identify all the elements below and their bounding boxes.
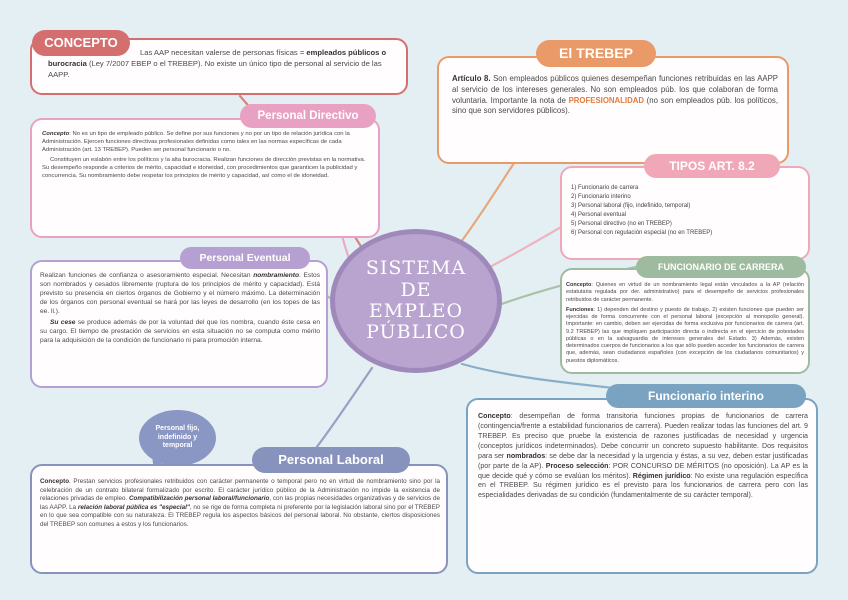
carrera-text	[566, 282, 804, 372]
tipos-item: 1) Funcionario de carrera	[571, 185, 639, 191]
eventual-text-b: . Estos son nombrados y cesados libremente (ruptura de los principios de mérito y capacidad). Está previsto su presencia en ciertos órganos de Gobierno y el número máximo. La determinación de los órganos con personal eventual se hará por las leyes de desarrollo (en los topes de las ee. ll.).	[40, 272, 320, 315]
tipos-title[interactable]: TIPOS ART. 8.2	[644, 154, 780, 178]
interino-text-c: : POR CONCURSO DE MÉRITOS (no oposición). La AP es la que decide qué y cómo se evalúan los méritos).	[478, 461, 808, 480]
interino-label-d: Régimen jurídico	[632, 471, 691, 480]
carrera-label-a: Concepto	[566, 282, 592, 288]
laboral-label-c: relación laboral pública es "especial"	[77, 503, 190, 511]
carrera-label-b: Funciones	[566, 306, 594, 313]
carrera-text-b: : 1) dependen del destino y puesto de trabajo. 2) existen funciones que pueden ser ejercidas de forma concurrente con el personal laboral (excepción al monopolio general). Importante: en cambio, deben ser ejercidas de forma exclusiva por funcionarios de carrera (art. 9.2 TREBEP) las que impliquen participación directa o indirecta en el ejercicio de potestades públicas o en la salvaguardia de intereses generales del Estado. 3) Además, existen determinados cuerpos de funcionarios a los que sólo pueden acceder los funcionarios de carrera que, además, sean ciudadanos españoles (con excepción de los ciudadanos comunitarios) y puestos diplomáticos.	[566, 306, 804, 364]
interino-text-a: : desempeñan de forma transitoria funciones propias de funcionarios de carrera (contingencia/frente a estabilidad funcionarios de carrera). Pueden realizar todas las funciones del art. 9 TREBEP. Es preciso que pruebe la existencia de razones justificadas de necesidad y urgencia (conceptos jurídicos indeterminados). Debe concurrir un concreto supuesto habilitante. Dos requisitos para ser	[478, 412, 808, 460]
trebep-text-b: (no son empleados púb. los políticos, sino que son servidores públicos).	[452, 95, 778, 116]
trebep-title[interactable]: El TREBEP	[536, 40, 656, 67]
directivo-text-b: Constituyen un eslabón entre los políticos y la alta burocracia. Realizan funciones de dirección previstas en la normativa. Su desempeño responde a criterios de mérito, capacidad e idoneidad, con procedimientos que garanticen la publicidad y concurrencia. Su nombramiento debe respetar los principios de mérito y capacidad, así como el de idoneidad.	[42, 157, 366, 180]
eventual-text-c: se produce además de por la voluntad del que los nombra, cuando éste cesa en su cargo. El tiempo de prestación de servicios en esta situación no se computa como mérito para la adquisición de la condición de funcionario ni para promoción interna.	[40, 318, 320, 344]
trebep-text-a: Son empleados públicos quienes desempeñan funciones retribuidas en las AAPP al servicio de los intereses generales. No son empleados púb. los que colaboran de forma voluntaria. Importante la nota de	[452, 74, 778, 105]
laboral-label-b: Compatibilización personal laboral/funcionario	[129, 495, 270, 503]
concepto-text-b: empleados públicos o burocracia	[48, 48, 387, 68]
trebep-text	[452, 74, 778, 117]
tipos-list	[571, 184, 811, 238]
concepto-text	[48, 48, 400, 80]
laboral-text-c: , no se rige de forma completa ni preferente por la legislación laboral sino por el TREBEP en lo que sea compatible con su naturaleza. El TREBEP regula los aspectos básicos del personal laboral. No obstante, ciertos disposiciones del TREBEP son comunes a estos y los funcionarios.	[40, 503, 440, 528]
eventual-text	[40, 272, 320, 384]
laboral-text	[40, 478, 440, 570]
laboral-text-a: . Prestan servicios profesionales retribuidos con carácter permanente o temporal pero no en virtud de nombramiento sino por la celebración de un contrato bilateral formalizado por escrito. El carácter jurídico público de la Administración no impide la existencia de relaciones privadas de empleo.	[40, 478, 440, 503]
directivo-text-a: : No es un tipo de empleado público. Se define por sus funciones y no por un tipo de relación jurídica con la Administración. Ejercen funciones directivas profesionales definidas como tales en las normas específicas de cada Administración (art. 13 TREBEP). Pueden ser personal funcionario o no.	[42, 131, 350, 154]
tipos-item: 3) Personal laboral (fijo, indefinido, temporal)	[571, 203, 691, 209]
central-topic-line: EMPLEO	[368, 300, 464, 322]
interino-text	[478, 412, 808, 568]
personal-fijo-bubble[interactable]: Personal fijo, indefinido y temporal	[139, 410, 216, 466]
concepto-title[interactable]: CONCEPTO	[32, 30, 130, 56]
central-topic-line: DE	[400, 278, 432, 301]
trebep-label: Artículo 8.	[452, 74, 491, 83]
laboral-text-b: , con las propias necesidades organizativas y de servicios de las AAPP. La	[40, 495, 440, 511]
trebep-highlight: PROFESIONALIDAD	[568, 95, 644, 105]
concepto-text-a: Las AAP necesitan valerse de personas físicas =	[140, 48, 307, 57]
eventual-text-a: Realizan funciones de confianza o asesoramiento especial. Necesitan	[40, 272, 254, 279]
laboral-title[interactable]: Personal Laboral	[252, 447, 410, 473]
eventual-title[interactable]: Personal Eventual	[180, 247, 310, 269]
carrera-text-a: : Quienes en virtud de un nombramiento legal están vinculados a la AP (relación estatutaria regulada por der. administrativo) para el desempeño de servicios profesionales retribuidos de carácter permanente.	[566, 282, 804, 303]
tipos-item: 2) Funcionario interino	[571, 194, 631, 200]
interino-text-b: : se debe dar la necesidad y la urgencia y éstas, a su vez, deben estar justificadas (por parte de la AP).	[478, 451, 808, 470]
central-topic-line: PÚBLICO	[366, 321, 466, 344]
concepto-text-c: (Ley 7/2007 EBEP o el TREBEP). No existe un único tipo de personal al servicio de las AAPP.	[48, 58, 382, 79]
directivo-label: Concepto	[42, 131, 70, 137]
interino-text-d: : No existe una regulación específica en el TREBEP. Su régimen jurídico es el previsto para los funcionarios de carrera pero con las especialidades derivadas de su condición (fundamentalmente de su carácter temporal).	[478, 471, 808, 500]
laboral-label-a: Concepto	[40, 478, 70, 485]
interino-label-a: Concepto	[478, 412, 511, 420]
eventual-bold-a: nombramiento	[253, 272, 299, 279]
carrera-title[interactable]: FUNCIONARIO DE CARRERA	[636, 256, 806, 278]
tipos-item: 4) Personal eventual	[571, 212, 627, 218]
interino-label-c: Proceso selección	[545, 461, 609, 470]
interino-title[interactable]: Funcionario interino	[606, 384, 806, 408]
interino-label-b: nombrados	[506, 451, 546, 460]
eventual-label-c: Su cese	[50, 318, 76, 326]
directivo-title[interactable]: Personal Directivo	[240, 104, 376, 128]
central-topic-line: SISTEMA	[365, 257, 467, 280]
central-topic[interactable]	[330, 229, 502, 373]
directivo-text	[42, 130, 368, 232]
tipos-item: 5) Personal directivo (no en TREBEP)	[571, 221, 672, 227]
tipos-item: 6) Personal con regulación especial (no en TREBEP)	[571, 230, 713, 236]
